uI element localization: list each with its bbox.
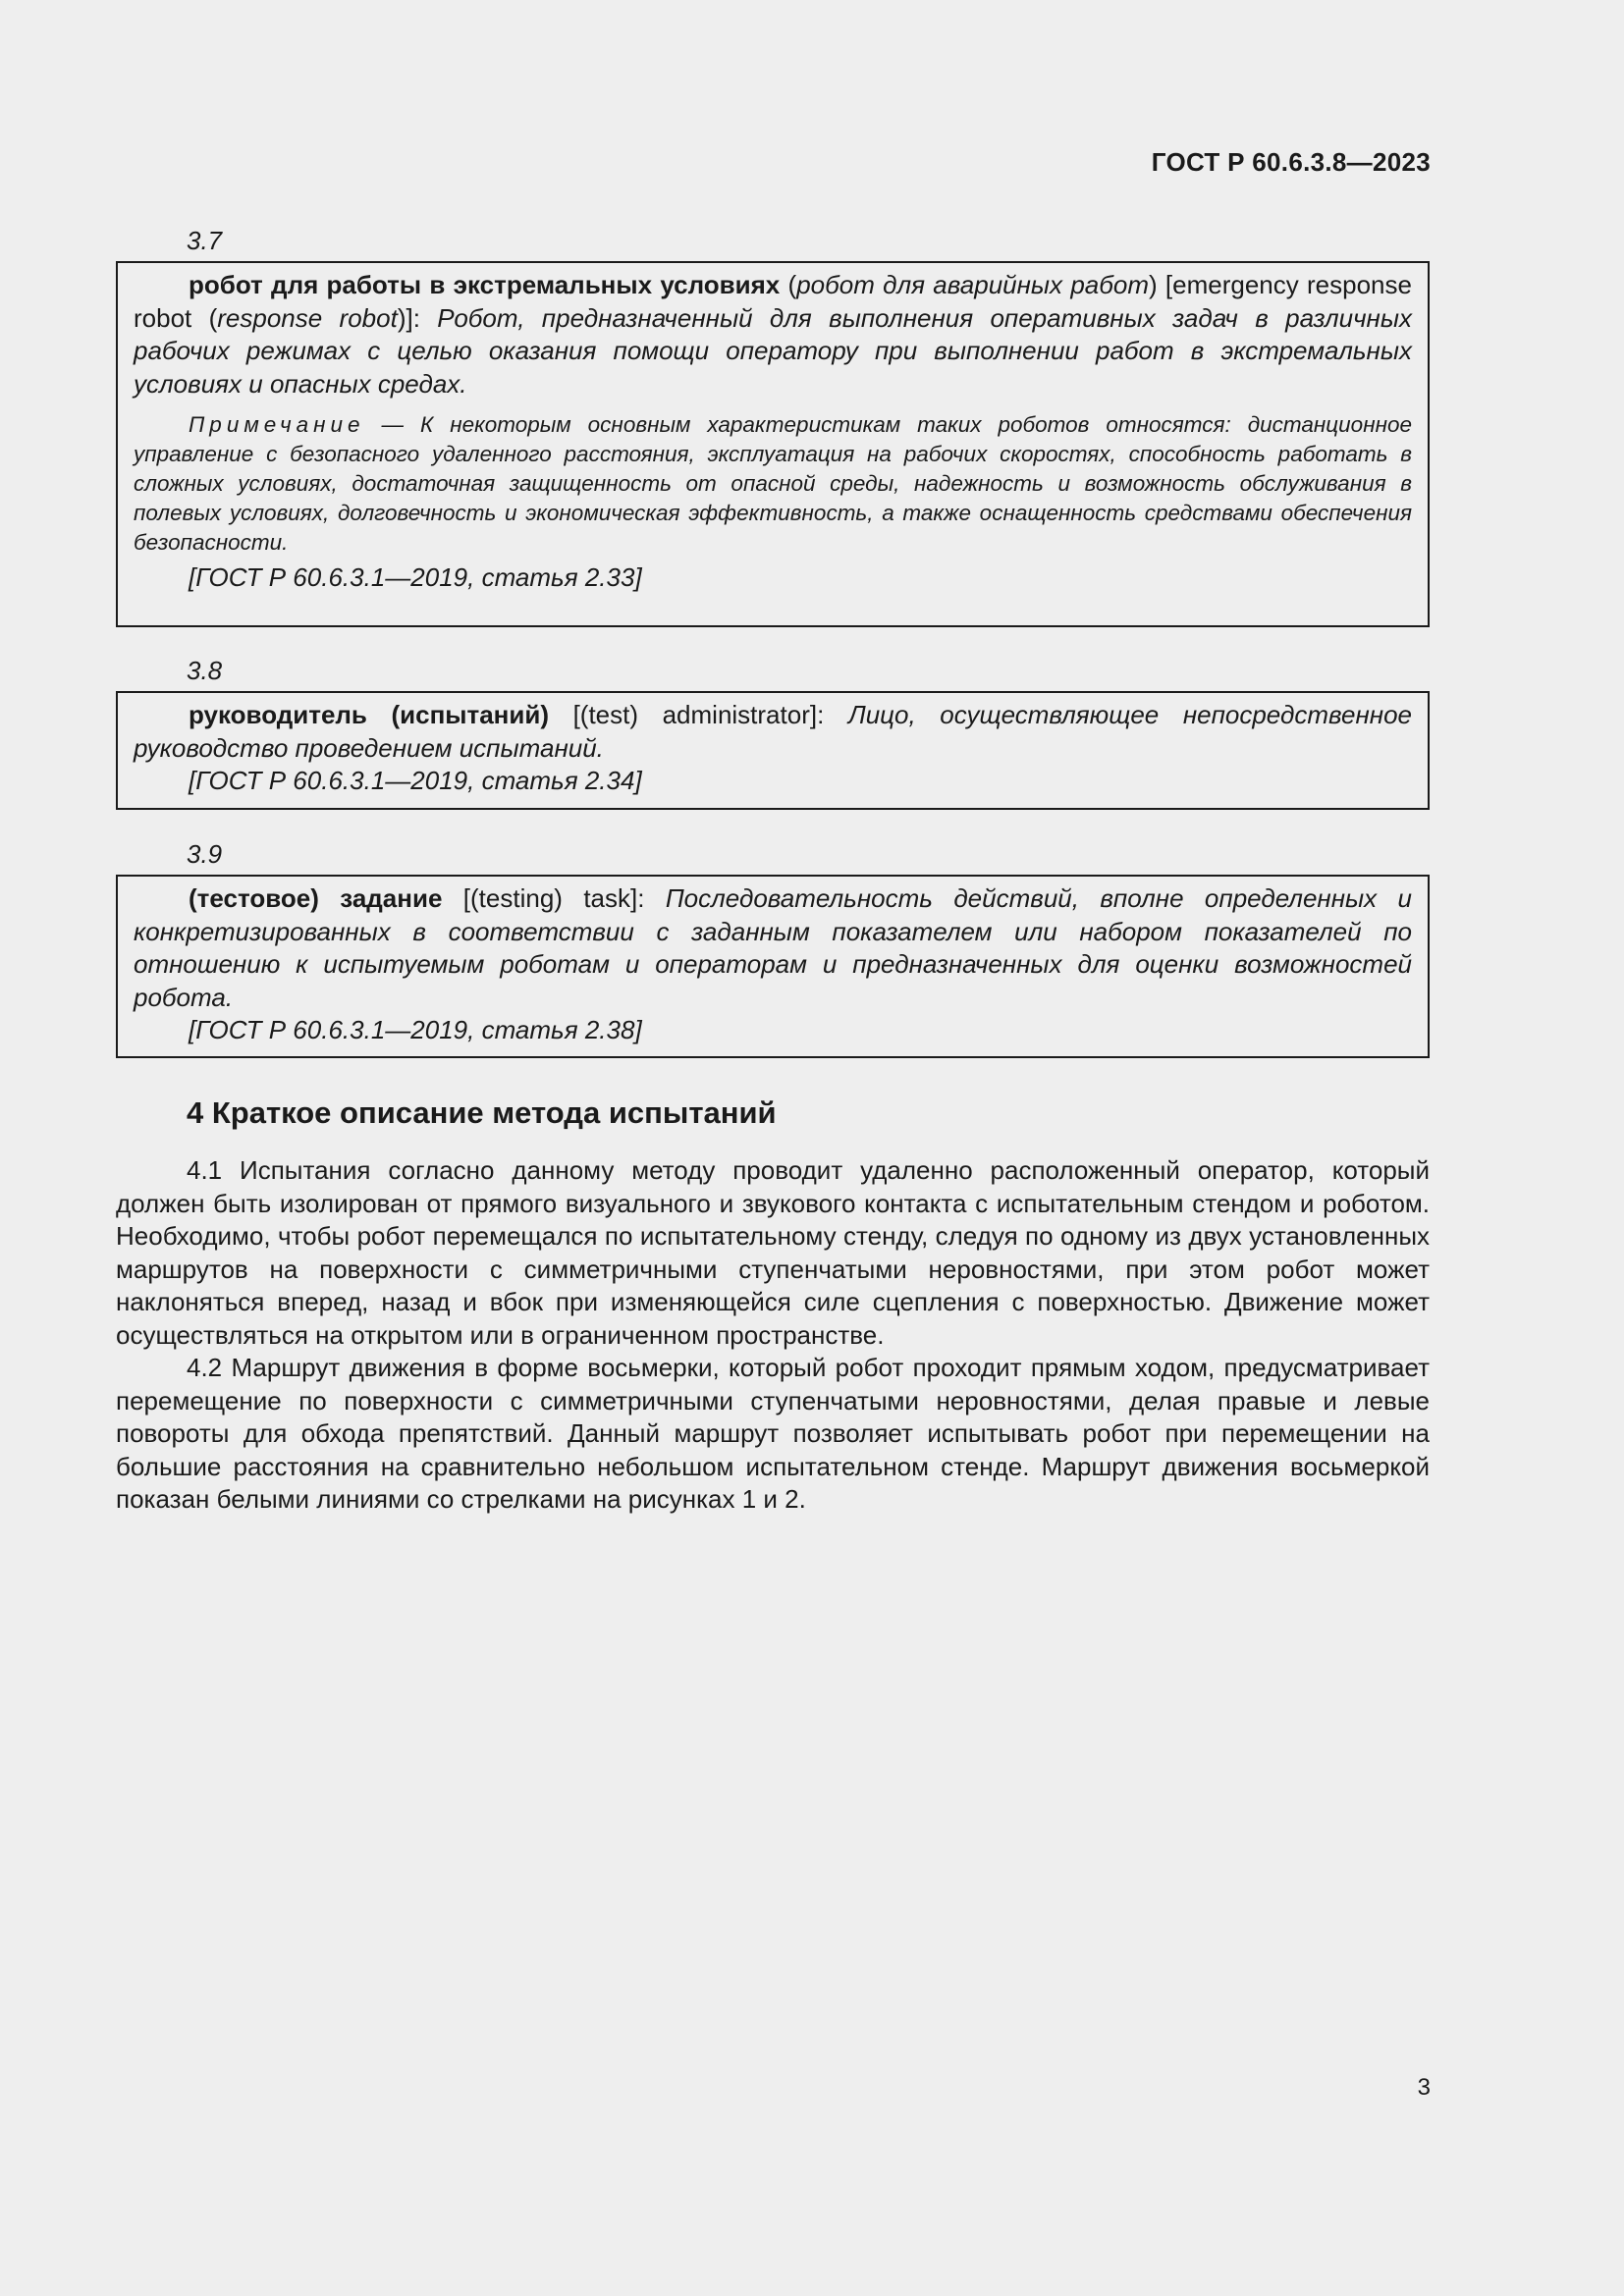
term-definition-box [116,261,1430,627]
note-label: Примечание [189,412,365,437]
term-definition-box [116,875,1430,1058]
term-source: [ГОСТ Р 60.6.3.1—2019, статья 2.33] [189,562,642,592]
term-source: [ГОСТ Р 60.6.3.1—2019, статья 2.34] [189,766,642,795]
note-text: — К некоторым основным характеристикам таких роботов относятся: дистанционное управление с безопасного удаленного расстояния, эксплуатация на рабочих скоростях, способность работать в сложных условиях, достаточная защищенность от опасной среды, надежность и возможность обслуживания в полевых условиях, долговечность и экономическая эффективность, а также оснащенность средствами обеспечения безопасности. [134,412,1412,555]
term-definition [134,269,1412,400]
term-english-close: )]: [397,302,438,333]
term-name: руководитель (испытаний) [189,700,550,729]
section-body [116,1154,1430,1517]
term-english: [(test) administrator]: [549,700,848,729]
term-synonym: робот для аварийных работ [796,270,1149,299]
document-code-header: ГОСТ Р 60.6.3.8—2023 [1151,147,1431,177]
term-definition [134,882,1412,1014]
term-number: 3.9 [187,839,223,869]
term-name: (тестовое) задание [189,883,443,913]
term-definition-box [116,691,1430,810]
term-definition [134,699,1412,765]
section-title: 4 Краткое описание метода испытаний [187,1095,777,1130]
term-definition-text: Последовательность действий, вполне определенных и конкретизированных в соответствии с заданным показателем или набором показателей по отношению к испытуемым роботам и операторам и предназначенных для оценки возможностей робота. [134,883,1412,1012]
paragraph: 4.1 Испытания согласно данному методу проводит удаленно расположенный оператор, который должен быть изолирован от прямого визуального и звукового контакта с испытательным стендом и роботом. Необходимо, чтобы робот перемещался по испытательному стенду, следуя по одному из двух установленных маршрутов на поверхности с симметричными ступенчатыми неровностями, при этом робот может наклоняться вперед, назад и вбок при изменяющейся силе сцепления с поверхностью. Движение может осуществляться на открытом или в ограниченном пространстве. [116,1155,1430,1350]
term-english-open: ) [emergency response robot ( [134,270,1412,333]
page-number: 3 [1417,2074,1431,2101]
term-note [134,410,1412,558]
term-name: робот для работы в экстремальных условиях [189,270,781,299]
term-definition-text: Робот, предназначенный для выполнения оперативных задач в различных рабочих режимах с целью оказания помощи оператору при выполнении работ в экстремальных условиях и опасных средах. [134,302,1412,399]
term-source: [ГОСТ Р 60.6.3.1—2019, статья 2.38] [189,1015,642,1044]
term-english: [(testing) task]: [442,883,666,913]
term-definition-text: Лицо, осуществляющее непосредственное руководство проведением испытаний. [134,700,1413,763]
term-number: 3.8 [187,656,223,685]
paragraph: 4.2 Маршрут движения в форме восьмерки, который робот проходит прямым ходом, предусматривает перемещение по поверхности с симметричными ступенчатыми неровностями, делая правые и левые повороты для обхода препятствий. Данный маршрут позволяет испытывать робот при перемещении на большие расстояния на сравнительно небольшом испытательном стенде. Маршрут движения восьмеркой показан белыми линиями со стрелками на рисунках 1 и 2. [116,1353,1430,1514]
term-english-italic: response robot [217,302,398,333]
term-number: 3.7 [187,226,223,255]
term-synonym-open: ( [780,270,797,299]
